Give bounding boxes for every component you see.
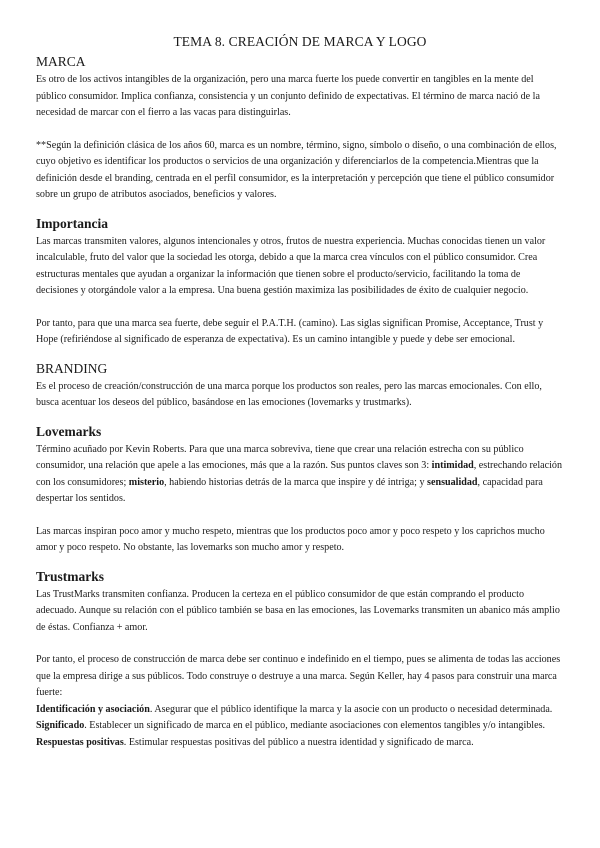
keller-step-1 [36, 702, 564, 719]
heading-lovemarks: Lovemarks [36, 423, 102, 439]
heading-trustmarks: Trustmarks [36, 568, 105, 584]
trustmarks-paragraph-2: Por tanto, el proceso de construcción de marca debe ser continuo e indefinido en el tiempo, pues se alimenta de todas las acciones que la empresa dirige a sus públicos. Todo construye o destruye a una marca. Según Keller, hay 4 pasos para construir una marca fuerte: [36, 654, 561, 698]
step-text: . Asegurar que el público identifique la marca y la asocie con un producto o necesidad determinada. [149, 703, 553, 715]
text-run: , estrechando relación con los consumidores; [36, 460, 563, 488]
keyword-intimidad: intimidad [431, 460, 474, 471]
text-run: Término acuñado por Kevin Roberts. Para que una marca sobreviva, tiene que crear una relación estrecha con su público consumidor, una relación que apele a las emociones, más que a la razón. Sus puntos claves son 3: [36, 443, 524, 471]
keller-step-3 [36, 735, 564, 752]
branding-paragraph-1: Es el proceso de creación/construcción de una marca porque los productos son reales, pero las marcas emocionales. Con ello, busca acentuar los deseos del público, basándose en las emociones (lovemarks y trustmarks). [36, 380, 542, 408]
importancia-paragraph-1: Las marcas transmiten valores, algunos intencionales y otros, frutos de nuestra experiencia. Muchas conocidas tienen un valor incalculable, fruto del valor que la sociedad les otorga, debido a que la marca crea vínculos con el público consumidor. Crea estructuras mentales que ayudan a organizar la información que tienen sobre el producto/servicio, facilitando la toma de decisiones y otorgándole valor a la empresa. Una buena gestión maximiza las posibilidades de éxito de cualquier negocio. [36, 235, 546, 296]
heading-importancia: Importancia [36, 215, 108, 231]
importancia-paragraph-2: Por tanto, para que una marca sea fuerte, debe seguir el P.A.T.H. (camino). Las siglas significan Promise, Acceptance, Trust y Hope (refiriéndose al significado de esperanza de expectativa). Es un camino intangible y puede y debe ser emocional. [36, 317, 544, 345]
lovemarks-paragraph-1 [36, 442, 564, 508]
keyword-sensualidad: sensualidad [427, 476, 478, 488]
marca-paragraph-2: **Según la definición clásica de los años 60, marca es un nombre, término, signo, símbolo o diseño, o una combinación de ellos, cuyo objetivo es identificar los productos o servicios de una organización y diferenciarlos de la competencia.Mientras que la definición desde el branding, centrada en el perfil consumidor, es la interpretación y percepción que tiene el público consumidor sobre un grupo de atributos asociados, beneficios y valores. [36, 139, 557, 200]
heading-marca: MARCA [36, 54, 86, 69]
lovemarks-paragraph-2: Las marcas inspiran poco amor y mucho respeto, mientras que los productos poco amor y poco respeto y los caprichos mucho amor y poco respeto. No obstante, las lovemarks son mucho amor y respeto. [36, 525, 545, 553]
heading-branding: BRANDING [36, 360, 108, 376]
step-label: Respuestas positivas [36, 736, 124, 748]
page-title: TEMA 8. CREACIÓN DE MARCA Y LOGO [173, 34, 427, 49]
text-run: , capacidad para despertar los sentidos. [36, 476, 543, 504]
text-run: , habiendo historias detrás de la marca que inspire y dé intriga; y [164, 476, 428, 488]
step-label: Significado [36, 720, 85, 731]
step-text: . Estimular respuestas positivas del público a nuestra identidad y significado de marca. [123, 736, 474, 748]
keller-step-2 [36, 718, 564, 735]
step-text: . Establecer un significado de marca en el público, mediante asociaciones con elementos tangibles y/o intangibles. [84, 720, 546, 731]
keyword-misterio: misterio [128, 476, 165, 488]
step-label: Identificación y asociación [36, 703, 150, 715]
trustmarks-paragraph-1: Las TrustMarks transmiten confianza. Producen la certeza en el público consumidor de que están comprando el producto adecuado. Aunque su relación con el público también se basa en las emociones, las Lovemarks transmiten un abanico más amplio de éstas. Confianza + amor. [36, 588, 560, 633]
marca-paragraph-1: Es otro de los activos intangibles de la organización, pero una marca fuerte los puede convertir en tangibles en la mente del público consumidor. Implica confianza, consistencia y un conjunto definido de expectativas. El término de marca nació de la necesidad de marcar con el fierro a las vacas para distinguirlas. [36, 74, 540, 118]
